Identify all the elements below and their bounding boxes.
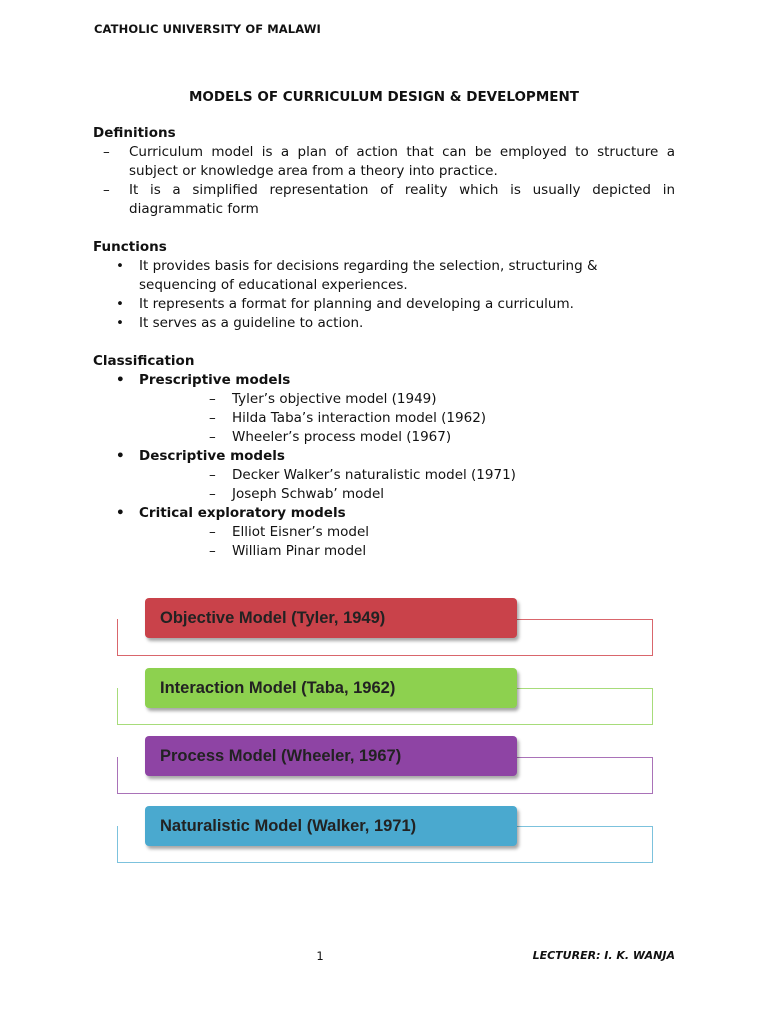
model-item: – Hilda Taba’s interaction model (1962) bbox=[139, 409, 675, 428]
group-label: Descriptive models bbox=[139, 448, 285, 464]
function-item: • It provides basis for decisions regarding the selection, structuring & sequencing of educational experiences. bbox=[93, 257, 675, 295]
page-header: CATHOLIC UNIVERSITY OF MALAWI bbox=[94, 22, 321, 36]
definition-item: – Curriculum model is a plan of action that can be employed to structure a subject or knowledge area from a theory into practice. bbox=[93, 143, 675, 181]
function-item: • It serves as a guideline to action. bbox=[93, 314, 675, 333]
interaction-model-box: Interaction Model (Taba, 1962) bbox=[145, 668, 517, 708]
model-item: – Decker Walker’s naturalistic model (1971) bbox=[139, 466, 675, 485]
model-item: – Tyler’s objective model (1949) bbox=[139, 390, 675, 409]
functions-heading: Functions bbox=[93, 239, 167, 255]
model-item: – Joseph Schwab’ model bbox=[139, 485, 675, 504]
page-title: MODELS OF CURRICULUM DESIGN & DEVELOPMENT bbox=[188, 89, 579, 105]
model-item: – William Pinar model bbox=[139, 542, 675, 561]
page-number: 1 bbox=[316, 949, 324, 963]
naturalistic-model-box: Naturalistic Model (Walker, 1971) bbox=[145, 806, 517, 846]
group-label: Prescriptive models bbox=[139, 372, 291, 388]
function-item: • It represents a format for planning and developing a curriculum. bbox=[93, 295, 675, 314]
group-label: Critical exploratory models bbox=[139, 505, 346, 521]
definition-item: – It is a simplified representation of reality which is usually depicted in diagrammatic form bbox=[93, 181, 675, 219]
classification-heading: Classification bbox=[93, 353, 195, 369]
process-model-box: Process Model (Wheeler, 1967) bbox=[145, 736, 517, 776]
model-item: – Wheeler’s process model (1967) bbox=[139, 428, 675, 447]
objective-model-box: Objective Model (Tyler, 1949) bbox=[145, 598, 517, 638]
model-item: – Elliot Eisner’s model bbox=[139, 523, 675, 542]
definitions-heading: Definitions bbox=[93, 125, 176, 141]
lecturer-credit: LECTURER: I. K. WANJA bbox=[532, 949, 675, 962]
